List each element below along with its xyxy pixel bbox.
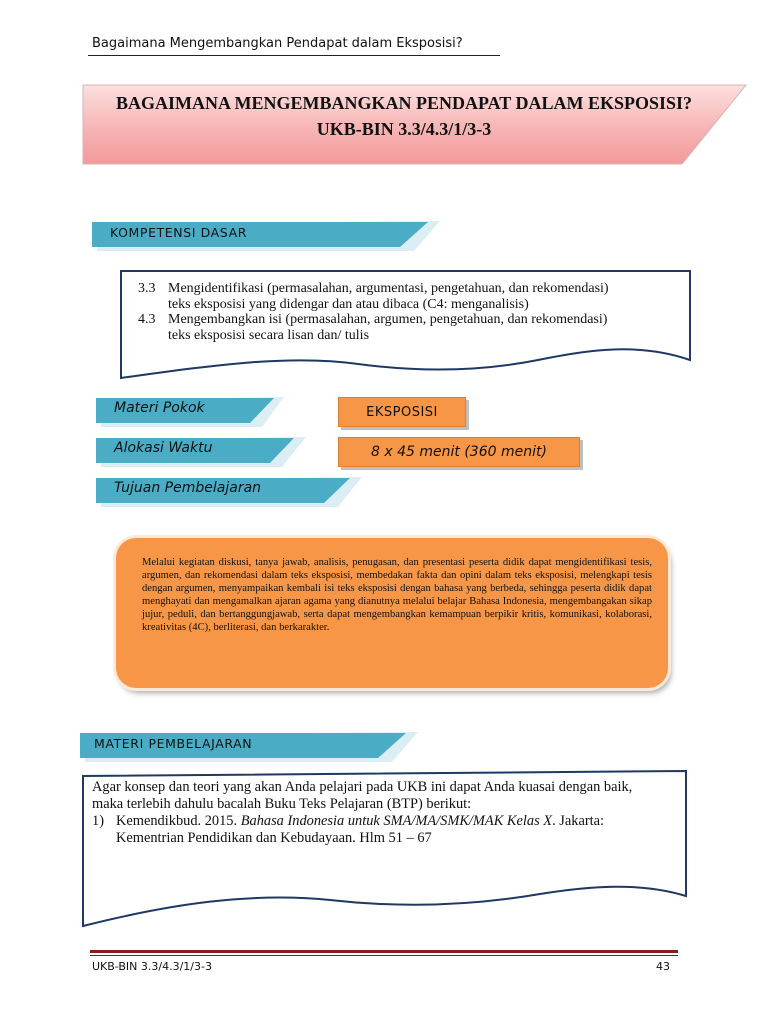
running-header: Bagaimana Mengembangkan Pendapat dalam Eksposisi? (92, 36, 463, 51)
kompetensi-text: Mengidentifikasi (permasalahan, argumentasi, pengetahuan, dan rekomendasi) (168, 281, 609, 296)
materi-pembelajaran-heading: MATERI PEMBELAJARAN (94, 736, 253, 751)
materi-intro: Agar konsep dan teori yang akan Anda pelajari pada UKB ini dapat Anda kuasai dengan baik, maka terlebih dahulu bacalah Buku Teks Pelajaran (BTP) berikut: (92, 779, 633, 812)
reference-author: Kemendikbud. 2015. (116, 813, 241, 829)
materi-pokok-ribbon (96, 395, 286, 427)
reference-text (116, 813, 662, 847)
alokasi-waktu-ribbon (96, 435, 308, 467)
footer-rule (90, 950, 678, 953)
tujuan-ribbon (96, 475, 364, 507)
footer-rule (90, 955, 678, 956)
page-number: 43 (656, 960, 670, 973)
kompetensi-text: teks eksposisi secara lisan dan/ tulis (168, 327, 370, 343)
tujuan-label: Tujuan Pembelajaran (114, 480, 262, 496)
title-line-2: UKB-BIN 3.3/4.3/1/3-3 (316, 119, 492, 139)
kompetensi-item (138, 312, 668, 343)
kompetensi-text: Mengembangkan isi (permasalahan, argumen, pengetahuan, dan rekomendasi) (168, 312, 608, 327)
alokasi-waktu-label: Alokasi Waktu (114, 440, 213, 456)
kompetensi-text: teks eksposisi yang didengar dan atau dibaca (C4: menganalisis) (168, 296, 529, 312)
title-line-1: BAGAIMANA MENGEMBANGKAN PENDAPAT DALAM EKSPOSISI? (115, 93, 693, 113)
tujuan-text: Melalui kegiatan diskusi, tanya jawab, analisis, penugasan, dan presentasi peserta didik dapat mengidentifikasi tesis, argumen, dan rekomendasi dalam teks eksposisi, membedakan fakta dan opini dalam teks eksposisi, melengkapi tesis dengan argumen, menyampaikan kembali isi teks eksposisi dengan bahasa yang berbeda, sehingga peserta didik dapat menghayati dan mengamalkan ajaran agama yang dianutnya melalui belajar Bahasa Indonesia, mengembangakan sikap jujur, peduli, dan bertanggungjawab, serta dapat mengembangkan kemampuan berpikir kritis, komunikasi, kolaborasi, kreativitas (4C), berliterasi, dan berkarakter. (142, 557, 652, 633)
materi-pembelajaran-ribbon (80, 730, 420, 762)
kompetensi-item (138, 281, 668, 312)
kompetensi-number: 3.3 (138, 281, 156, 296)
materi-pokok-label: Materi Pokok (114, 400, 205, 416)
reference-item (92, 813, 662, 847)
kompetensi-dasar-heading: KOMPETENSI DASAR (110, 225, 248, 240)
reference-publisher: . Jakarta: Kementrian Pendidikan dan Kebudayaan. Hlm 51 – 67 (116, 813, 605, 846)
materi-content (92, 779, 662, 847)
footer-code: UKB-BIN 3.3/4.3/1/3-3 (92, 960, 212, 973)
reference-number: 1) (92, 813, 104, 829)
alokasi-waktu-value: 8 x 45 menit (360 menit) (338, 437, 580, 467)
kompetensi-dasar-ribbon (92, 219, 442, 251)
reference-title: Bahasa Indonesia untuk SMA/MA/SMK/MAK Kelas X (240, 813, 553, 829)
page-title (84, 90, 724, 142)
kompetensi-number: 4.3 (138, 312, 156, 327)
kompetensi-list (138, 281, 668, 343)
materi-pokok-value: EKSPOSISI (338, 397, 466, 427)
header-divider (88, 55, 500, 56)
